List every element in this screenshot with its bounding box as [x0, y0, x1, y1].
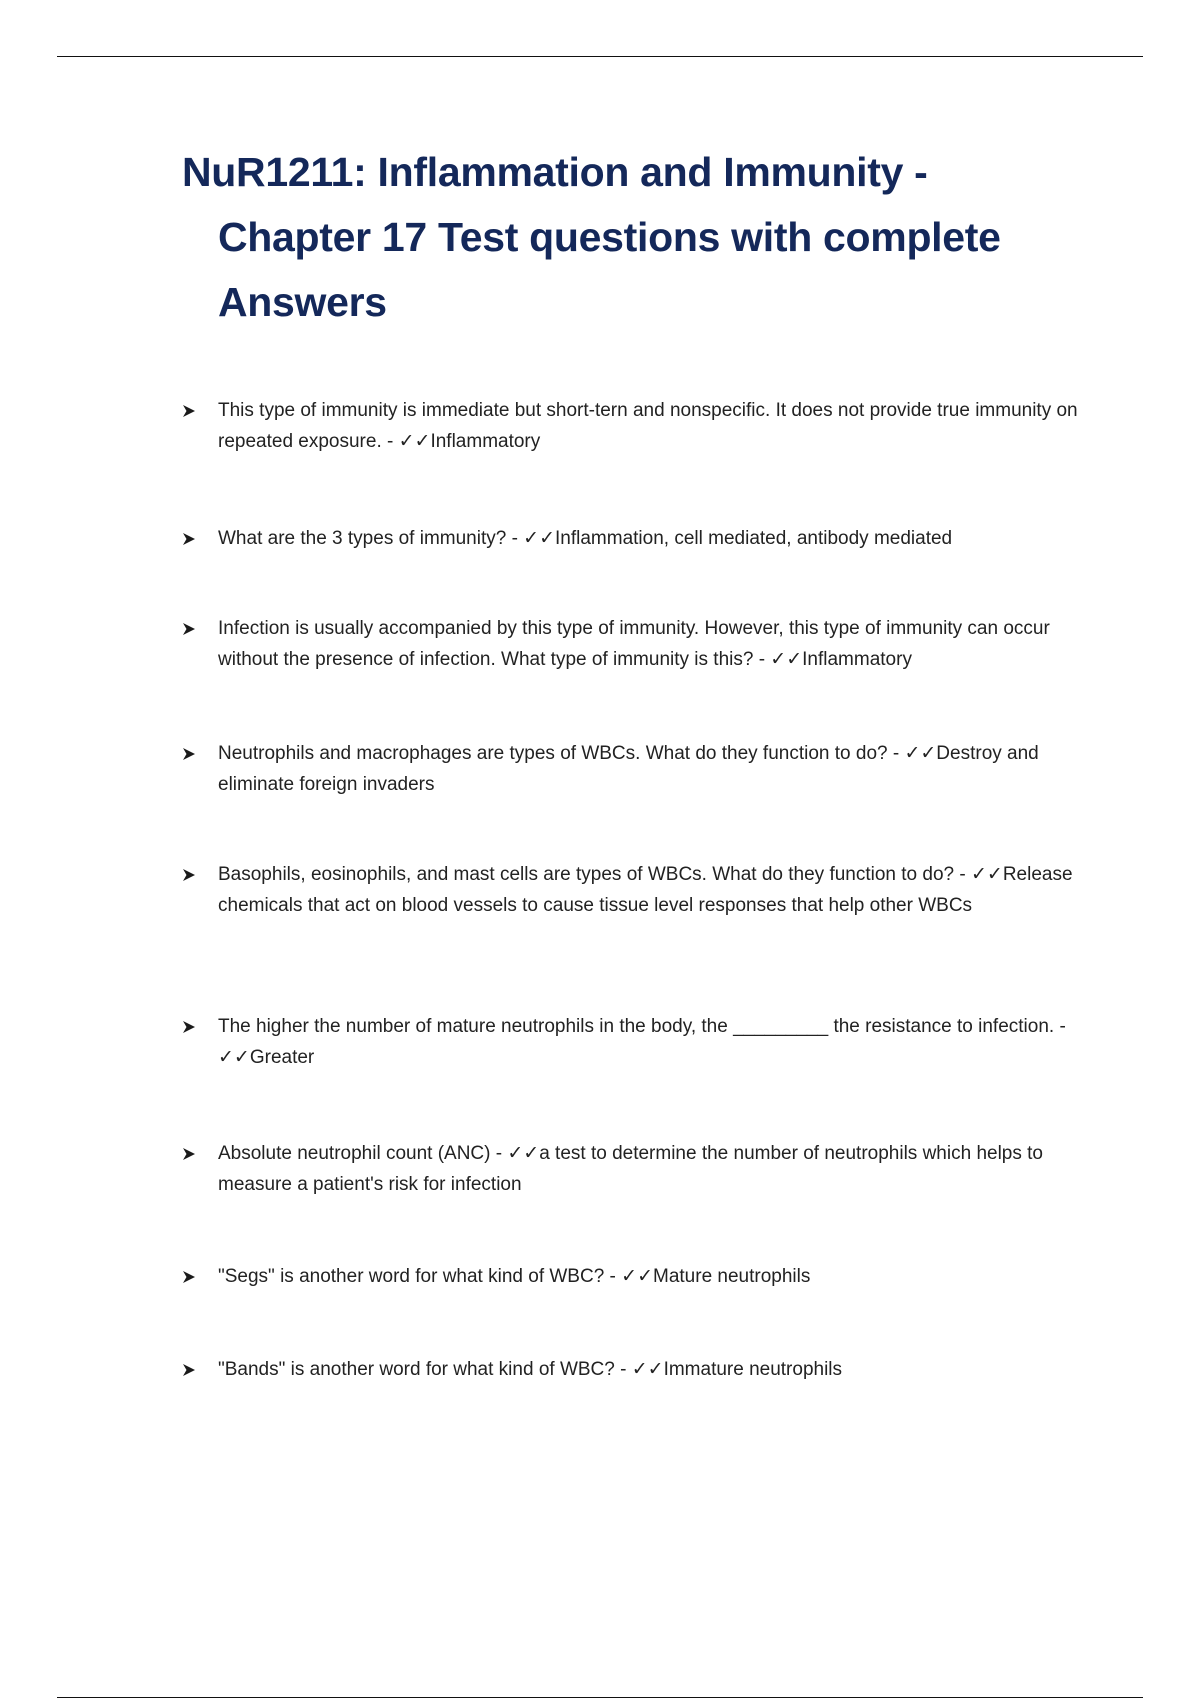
arrowhead-bullet-icon [182, 1011, 200, 1043]
question-item [182, 523, 1102, 554]
question-text: Absolute neutrophil count (ANC) - ✓✓a test to determine the number of neutrophils which helps to measure a patient's risk for infection [218, 1143, 1043, 1195]
question-text: The higher the number of mature neutrophils in the body, the _________ the resistance to infection. - ✓✓Greater [218, 1016, 1066, 1068]
question-text: Basophils, eosinophils, and mast cells are types of WBCs. What do they function to do? - ✓✓Release chemicals that act on blood vessels to cause tissue level responses that help other WBCs [218, 864, 1073, 916]
question-text: Neutrophils and macrophages are types of WBCs. What do they function to do? - ✓✓Destroy and eliminate foreign invaders [218, 743, 1039, 795]
question-text: "Segs" is another word for what kind of WBC? - ✓✓Mature neutrophils [218, 1266, 811, 1287]
question-text: "Bands" is another word for what kind of WBC? - ✓✓Immature neutrophils [218, 1359, 843, 1380]
question-text: Infection is usually accompanied by this type of immunity. However, this type of immunity can occur without the presence of infection. What type of immunity is this? - ✓✓Inflammatory [218, 618, 1050, 670]
question-item [182, 1011, 1102, 1073]
question-item [182, 1354, 1102, 1385]
question-item [182, 859, 1102, 921]
arrowhead-bullet-icon [182, 395, 200, 427]
arrowhead-bullet-icon [182, 1138, 200, 1170]
question-item [182, 613, 1102, 675]
title-line: Answers [218, 279, 387, 325]
question-text: What are the 3 types of immunity? - ✓✓Inflammation, cell mediated, antibody mediated [218, 528, 953, 549]
footer-rule [57, 1697, 1143, 1698]
arrowhead-bullet-icon [182, 738, 200, 770]
question-item [182, 738, 1102, 800]
question-item [182, 395, 1102, 457]
question-item [182, 1138, 1102, 1200]
arrowhead-bullet-icon [182, 1354, 200, 1386]
arrowhead-bullet-icon [182, 1261, 200, 1293]
title-line: Chapter 17 Test questions with complete [218, 214, 1001, 260]
question-item [182, 1261, 1102, 1292]
arrowhead-bullet-icon [182, 859, 200, 891]
arrowhead-bullet-icon [182, 523, 200, 555]
arrowhead-bullet-icon [182, 613, 200, 645]
title-line: NuR1211: Inflammation and Immunity - [182, 149, 928, 195]
question-text: This type of immunity is immediate but short-tern and nonspecific. It does not provide true immunity on repeated exposure. - ✓✓Inflammatory [218, 400, 1078, 452]
